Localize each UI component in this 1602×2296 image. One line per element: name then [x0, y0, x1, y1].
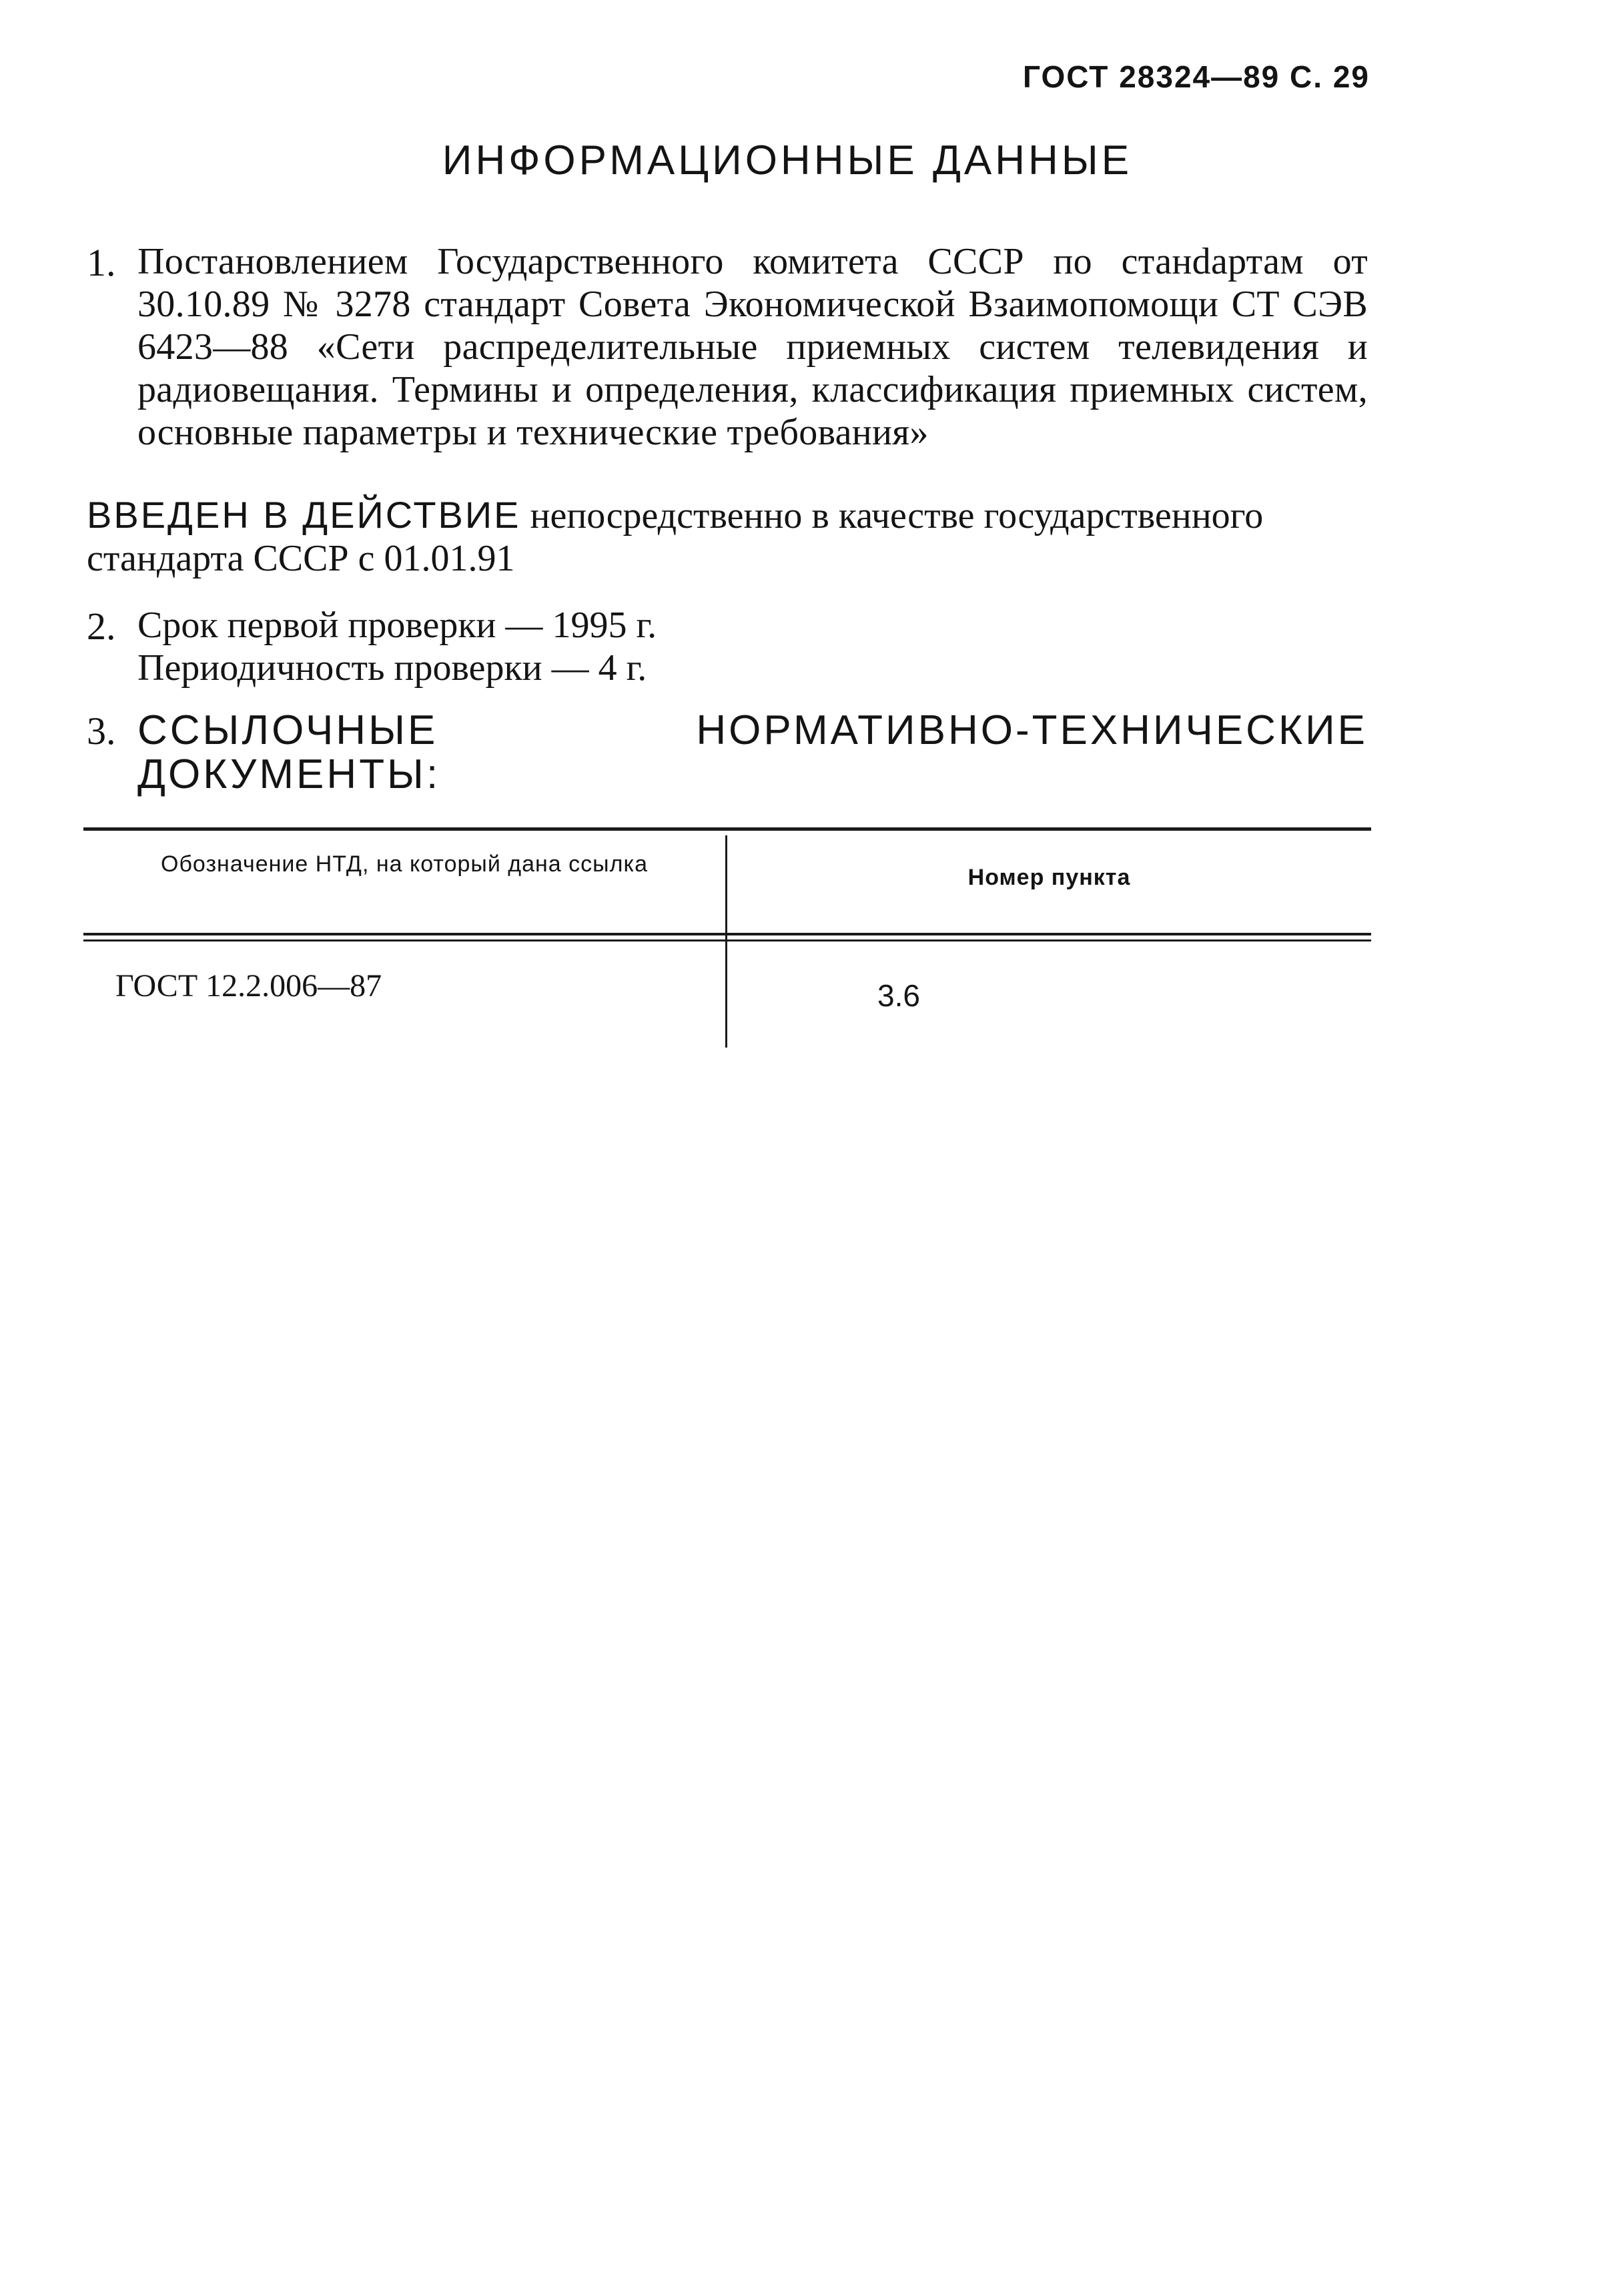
page-title: ИНФОРМАЦИОННЫЕ ДАННЫЕ: [442, 137, 1133, 183]
item-number: 1.: [87, 241, 116, 284]
column-header-clause: Номер пункта: [967, 865, 1131, 890]
info-item-3: [87, 709, 1368, 797]
introduction-text: непосредственно в качестве государственного стандарта СССР с 01.01.91: [87, 495, 1264, 579]
first-check-line: Срок первой проверки — 1995 г.: [137, 605, 657, 646]
item-text: [137, 604, 1368, 689]
introduction-statement: [87, 494, 1368, 580]
item-number: 3.: [87, 709, 116, 753]
item-number: 2.: [87, 605, 116, 648]
column-header-designation: Обозначение НТД, на который дана ссылка: [161, 851, 648, 877]
running-head: ГОСТ 28324—89 С. 29: [1022, 59, 1370, 94]
info-item-2: [87, 604, 1368, 689]
table-rule-header-double: [83, 939, 1371, 941]
reference-table: [83, 827, 1371, 1048]
introduction-lead: ВВЕДЕН В ДЕЙСТВИЕ: [87, 494, 521, 536]
table-cell-designation: ГОСТ 12.2.006—87: [115, 968, 382, 1004]
item-text: Постановлением Государственного комитета СССР по станdартам от 30.10.89 № 3278 стандарт Совета Экономической Взаимопомощи СТ СЭВ 6423—88 «Сети распределительные приемных систем телевидения и радиовещания. Термины и определения, классификация приемных систем, основные параметры и технические требования»: [137, 241, 1368, 453]
check-period-line: Периодичность проверки — 4 г.: [137, 647, 647, 689]
info-item-1: [87, 240, 1368, 454]
item-heading: ССЫЛОЧНЫЕ НОРМАТИВНО-ТЕХНИЧЕСКИЕ ДОКУМЕНТЫ:: [137, 707, 1368, 797]
table-rule-header: [83, 933, 1371, 935]
table-rule-top: [83, 827, 1371, 831]
table-cell-clause: 3.6: [877, 978, 920, 1013]
